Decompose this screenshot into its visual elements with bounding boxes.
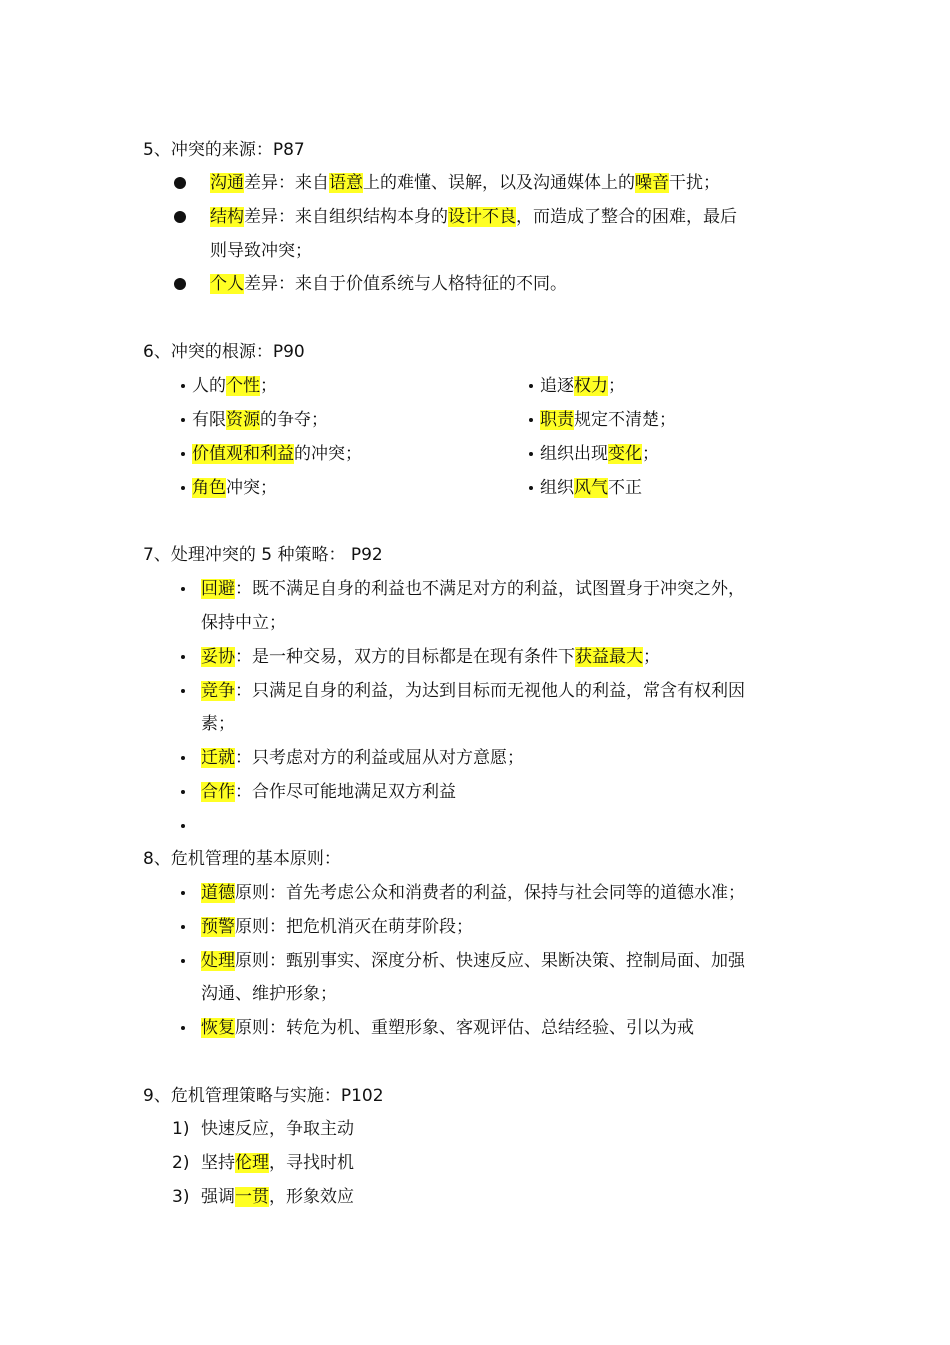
middot-icon — [529, 418, 533, 422]
text-segment: ：合作尽可能地满足双方利益 — [235, 782, 456, 802]
text-segment: 组织出现 — [540, 444, 608, 464]
section-6-left-3 — [192, 442, 362, 466]
text-segment: 规定不清楚； — [574, 410, 676, 430]
highlighted-text: 竞争 — [201, 681, 235, 701]
middot-icon — [181, 587, 185, 591]
text-segment: 差异：来自 — [244, 173, 329, 193]
section-9-heading: 9、危机管理策略与实施：P102 — [143, 1086, 384, 1106]
section-6-right-2 — [540, 408, 676, 432]
section-9-item-3 — [201, 1185, 354, 1209]
section-6-right-3 — [540, 442, 659, 466]
bullet-icon — [174, 211, 186, 223]
section-6-left-1 — [192, 374, 277, 398]
highlighted-text: 职责 — [540, 410, 574, 430]
section-8-item-3-cont — [201, 982, 337, 1006]
section-8-item-2 — [201, 915, 473, 939]
highlighted-text: 价值观和利益 — [192, 444, 294, 464]
text-segment: 则导致冲突； — [210, 241, 312, 261]
highlighted-text: 个性 — [226, 376, 260, 396]
middot-icon — [181, 756, 185, 760]
text-segment: ：是一种交易，双方的目标都是在现有条件下 — [235, 647, 575, 667]
highlighted-text: 沟通 — [210, 173, 244, 193]
text-segment: 组织 — [540, 478, 574, 498]
text-segment: 原则：甄别事实、深度分析、快速反应、果断决策、控制局面、加强 — [235, 951, 745, 971]
text-segment: ：既不满足自身的利益也不满足对方的利益，试图置身于冲突之外， — [235, 579, 745, 599]
text-segment: ：只满足自身的利益，为达到目标而无视他人的利益，常含有权利因 — [235, 681, 745, 701]
highlighted-text: 变化 — [608, 444, 642, 464]
text-segment: 有限 — [192, 410, 226, 430]
text-segment: 的冲突； — [294, 444, 362, 464]
section-7-item-1-cont — [201, 611, 286, 635]
section-5-item-1 — [210, 171, 720, 195]
text-segment: 原则：把危机消灭在萌芽阶段； — [235, 917, 473, 937]
highlighted-text: 个人 — [210, 274, 244, 294]
text-segment: 追逐 — [540, 376, 574, 396]
highlighted-text: 设计不良 — [448, 207, 516, 227]
section-5-item-2 — [210, 205, 737, 229]
text-segment: ； — [643, 647, 660, 667]
middot-icon — [529, 452, 533, 456]
middot-icon — [181, 790, 185, 794]
text-segment: 差异：来自于价值系统与人格特征的不同。 — [244, 274, 567, 294]
middot-icon — [181, 1026, 185, 1030]
text-segment: ：只考虑对方的利益或屈从对方意愿； — [235, 748, 524, 768]
highlighted-text: 伦理 — [235, 1153, 269, 1173]
section-5-item-2-cont — [210, 239, 312, 263]
section-7-item-2 — [201, 645, 660, 669]
middot-icon — [181, 486, 185, 490]
highlighted-text: 处理 — [201, 951, 235, 971]
list-number: 1) — [172, 1119, 190, 1139]
section-9-item-2 — [201, 1151, 354, 1175]
section-8-item-4 — [201, 1016, 694, 1040]
bullet-icon — [174, 278, 186, 290]
section-6-heading: 6、冲突的根源：P90 — [143, 342, 305, 362]
highlighted-text: 角色 — [192, 478, 226, 498]
text-segment: 冲突； — [226, 478, 277, 498]
text-segment: 原则：首先考虑公众和消费者的利益，保持与社会同等的道德水准； — [235, 883, 745, 903]
text-segment: 不正 — [608, 478, 642, 498]
text-segment: 素； — [201, 714, 235, 734]
section-9-item-1 — [201, 1117, 354, 1141]
text-segment: ； — [260, 376, 277, 396]
text-segment: ； — [608, 376, 625, 396]
text-segment: 原则：转危为机、重塑形象、客观评估、总结经验、引以为戒 — [235, 1018, 694, 1038]
highlighted-text: 迁就 — [201, 748, 235, 768]
section-5-heading: 5、冲突的来源：P87 — [143, 140, 305, 160]
section-7-item-5 — [201, 780, 456, 804]
middot-icon — [181, 925, 185, 929]
highlighted-text: 回避 — [201, 579, 235, 599]
text-segment: 差异：来自组织结构本身的 — [244, 207, 448, 227]
highlighted-text: 噪音 — [635, 173, 669, 193]
text-segment: 干扰； — [669, 173, 720, 193]
text-segment: 坚持 — [201, 1153, 235, 1173]
highlighted-text: 妥协 — [201, 647, 235, 667]
section-7-item-3-cont — [201, 712, 235, 736]
section-8-item-3 — [201, 949, 745, 973]
section-7-item-4 — [201, 746, 524, 770]
highlighted-text: 道德 — [201, 883, 235, 903]
bullet-icon — [174, 177, 186, 189]
section-8-heading: 8、危机管理的基本原则： — [143, 849, 341, 869]
middot-icon — [181, 689, 185, 693]
highlighted-text: 语意 — [329, 173, 363, 193]
section-7-heading: 7、处理冲突的 5 种策略： P92 — [143, 545, 383, 565]
list-number: 3) — [172, 1187, 190, 1207]
highlighted-text: 风气 — [574, 478, 608, 498]
middot-icon — [529, 486, 533, 490]
section-6-right-1 — [540, 374, 625, 398]
section-7-item-1 — [201, 577, 745, 601]
highlighted-text: 资源 — [226, 410, 260, 430]
text-segment: 强调 — [201, 1187, 235, 1207]
section-6-left-2 — [192, 408, 328, 432]
middot-icon — [181, 418, 185, 422]
highlighted-text: 获益最大 — [575, 647, 643, 667]
middot-icon — [181, 824, 185, 828]
middot-icon — [181, 655, 185, 659]
text-segment: 人的 — [192, 376, 226, 396]
highlighted-text: 恢复 — [201, 1018, 235, 1038]
highlighted-text: 一贯 — [235, 1187, 269, 1207]
text-segment: ； — [642, 444, 659, 464]
section-6-right-4 — [540, 476, 642, 500]
section-6-left-4 — [192, 476, 277, 500]
middot-icon — [181, 452, 185, 456]
middot-icon — [181, 384, 185, 388]
middot-icon — [181, 959, 185, 963]
middot-icon — [181, 891, 185, 895]
section-5-item-3 — [210, 272, 567, 296]
text-segment: 快速反应，争取主动 — [201, 1119, 354, 1139]
section-7-item-3 — [201, 679, 745, 703]
section-8-item-1 — [201, 881, 745, 905]
text-segment: 保持中立； — [201, 613, 286, 633]
highlighted-text: 合作 — [201, 782, 235, 802]
text-segment: ，而造成了整合的困难，最后 — [516, 207, 737, 227]
text-segment: ，寻找时机 — [269, 1153, 354, 1173]
highlighted-text: 预警 — [201, 917, 235, 937]
highlighted-text: 结构 — [210, 207, 244, 227]
text-segment: 的争夺； — [260, 410, 328, 430]
highlighted-text: 权力 — [574, 376, 608, 396]
text-segment: 沟通、维护形象； — [201, 984, 337, 1004]
text-segment: ，形象效应 — [269, 1187, 354, 1207]
text-segment: 上的难懂、误解，以及沟通媒体上的 — [363, 173, 635, 193]
list-number: 2) — [172, 1153, 190, 1173]
middot-icon — [529, 384, 533, 388]
